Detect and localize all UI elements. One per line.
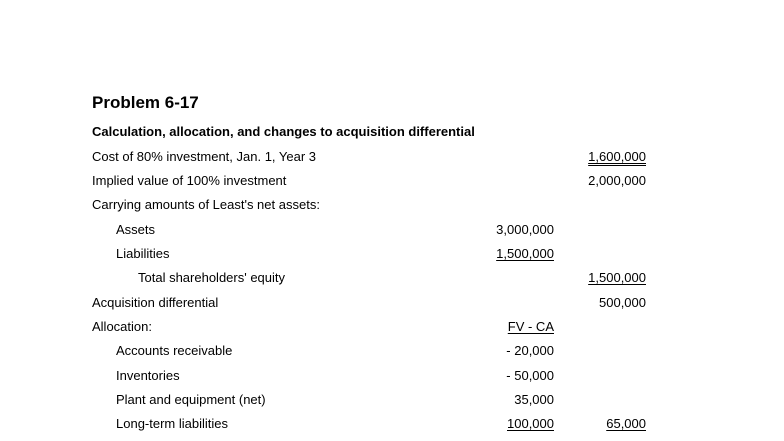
detail-value: 35,000 bbox=[514, 392, 554, 407]
row-label: Accounts receivable bbox=[116, 343, 233, 358]
total-value: 1,500,000 bbox=[588, 270, 646, 285]
row-label: Carrying amounts of Least's net assets: bbox=[92, 197, 320, 212]
detail-value: 1,500,000 bbox=[496, 246, 554, 261]
table-row bbox=[0, 295, 784, 313]
table-row bbox=[0, 392, 784, 410]
detail-value: 3,000,000 bbox=[496, 222, 554, 237]
table-row bbox=[0, 319, 784, 337]
table-row bbox=[0, 149, 784, 167]
row-label: Cost of 80% investment, Jan. 1, Year 3 bbox=[92, 149, 317, 164]
table-row bbox=[0, 246, 784, 264]
total-value: 500,000 bbox=[599, 295, 646, 310]
table-row bbox=[0, 368, 784, 386]
row-label: Long-term liabilities bbox=[116, 416, 228, 431]
row-label: Inventories bbox=[116, 368, 180, 383]
problem-title: Problem 6-17 bbox=[92, 93, 199, 112]
section-subtitle: Calculation, allocation, and changes to acquisition differential bbox=[92, 124, 475, 139]
detail-value: - 20,000 bbox=[506, 343, 554, 358]
row-label: Plant and equipment (net) bbox=[116, 392, 266, 407]
table-row bbox=[0, 197, 784, 215]
row-label: Implied value of 100% investment bbox=[92, 173, 287, 188]
total-value: 2,000,000 bbox=[588, 173, 646, 188]
table-row bbox=[0, 270, 784, 288]
row-label: Acquisition differential bbox=[92, 295, 219, 310]
table-row bbox=[0, 416, 784, 434]
column-header: FV - CA bbox=[507, 319, 554, 334]
detail-value: 100,000 bbox=[507, 416, 554, 431]
total-value: 65,000 bbox=[606, 416, 646, 431]
table-row bbox=[0, 222, 784, 240]
row-label: Assets bbox=[116, 222, 156, 237]
total-value: 1,600,000 bbox=[588, 149, 646, 164]
row-label: Liabilities bbox=[116, 246, 170, 261]
row-label: Total shareholders' equity bbox=[138, 270, 286, 285]
row-label: Allocation: bbox=[92, 319, 152, 334]
detail-value: - 50,000 bbox=[506, 368, 554, 383]
table-row bbox=[0, 173, 784, 191]
table-row bbox=[0, 343, 784, 361]
